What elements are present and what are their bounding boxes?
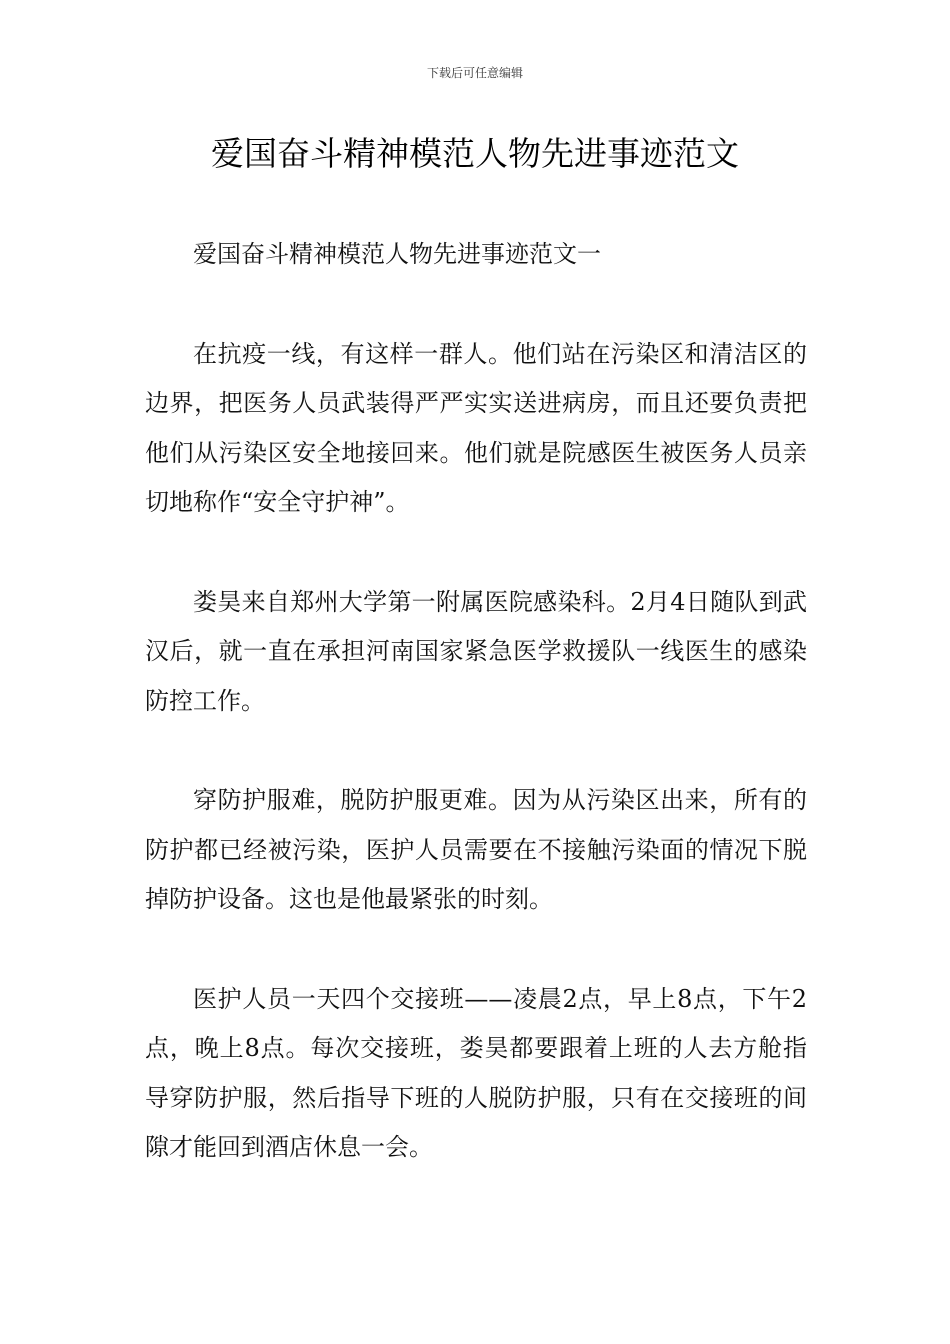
header-note: 下载后可任意编辑 <box>426 66 523 80</box>
paragraph-1: 在抗疫一线，有这样一群人。他们站在污染区和清洁区的边界，把医务人员武装得严严实实送进病房，而且还要负责把他们从污染区安全地接回来。他们就是院感医生被医务人员亲切地称作“安全守护神”。 <box>145 339 807 516</box>
paragraph-3: 穿防护服难，脱防护服更难。因为从污染区出来，所有的防护都已经被污染，医护人员需要在不接触污染面的情况下脱掉防护设备。这也是他最紧张的时刻。 <box>145 786 807 913</box>
paragraph-4: 医护人员一天四个交接班——凌晨2点，早上8点，下午2点，晚上8点。每次交接班，娄昊都要跟着上班的人去方舱指导穿防护服，然后指导下班的人脱防护服，只有在交接班的间隙才能回到酒店休息一会。 <box>145 984 807 1161</box>
document-title: 爱国奋斗精神模范人物先进事迹范文 <box>211 134 739 173</box>
document-body <box>145 230 807 1223</box>
paragraph-2: 娄昊来自郑州大学第一附属医院感染科。2月4日随队到武汉后，就一直在承担河南国家紧急医学救援队一线医生的感染防控工作。 <box>145 587 807 715</box>
section-heading: 爱国奋斗精神模范人物先进事迹范文一 <box>193 240 601 268</box>
